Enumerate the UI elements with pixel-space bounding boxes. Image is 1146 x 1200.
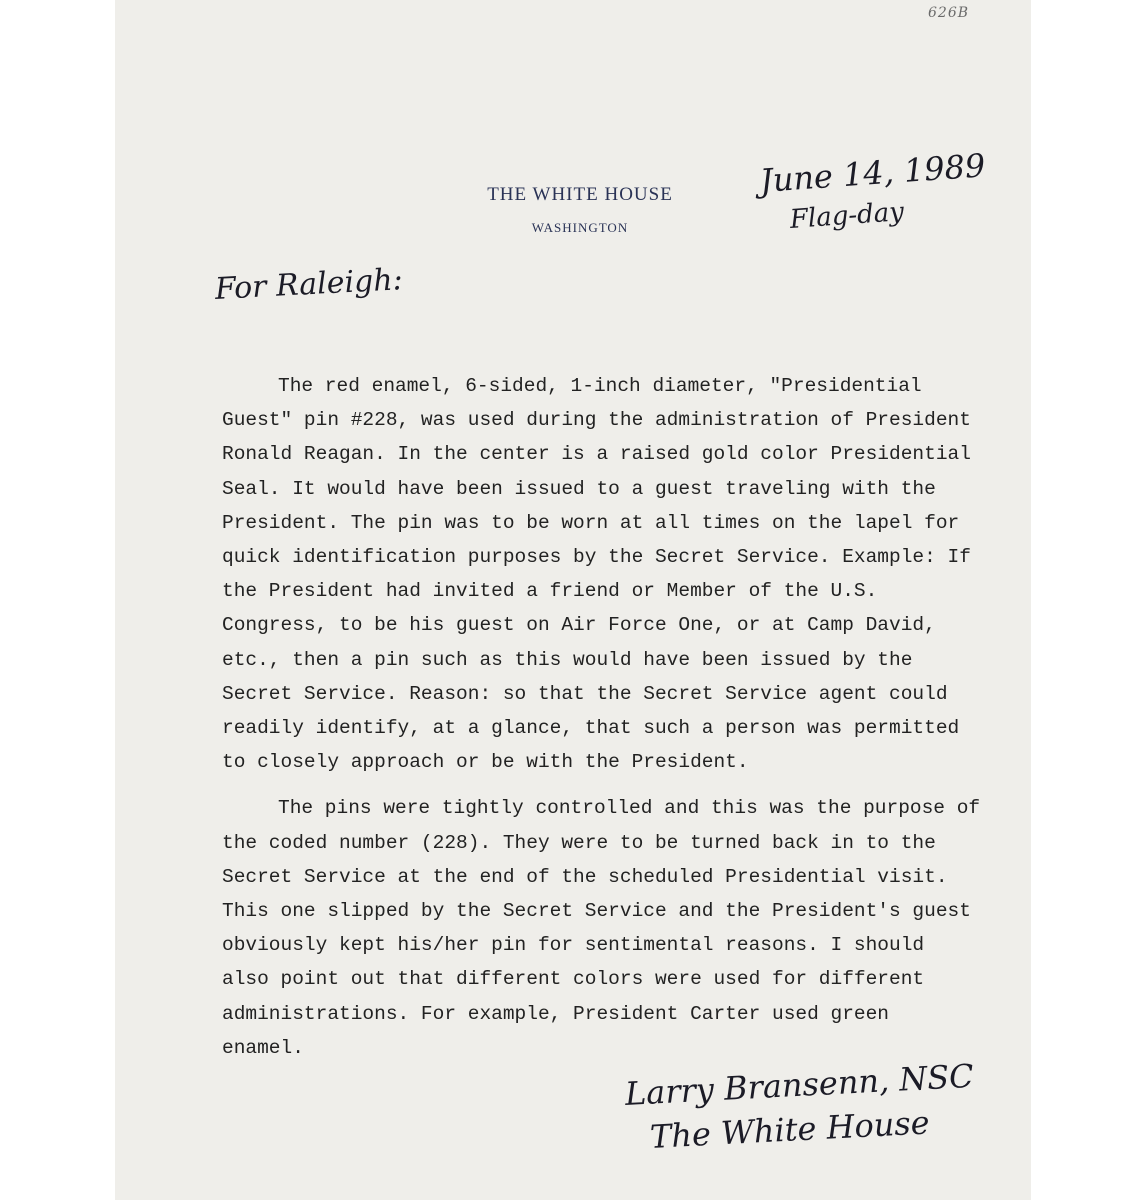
letterhead-subtitle: WASHINGTON (531, 220, 629, 235)
signature-name: Larry Bransenn, NSC (624, 1056, 975, 1113)
signature-affiliation: The White House (649, 1103, 931, 1156)
archive-number: 626B (928, 5, 970, 21)
body-paragraph-2: The pins were tightly controlled and this was the purpose of the coded number (228). They were to be turned back in to the Secret Service at the end of the scheduled Presidential visit. This one slipped by the Secret Service and the President's guest obviously kept his/her pin for sentimental reasons. I should also point out that different colors were used for different administrations. For example, President Carter used green enamel. (222, 797, 981, 1059)
letter-body (222, 369, 982, 1077)
handwritten-date-note: Flag-day (788, 197, 905, 235)
body-paragraph-1: The red enamel, 6-sided, 1-inch diameter, "Presidential Guest" pin #228, was used during the administration of President Ronald Reagan. In the center is a raised gold color Presidential Seal. It would have been issued to a guest traveling with the President. The pin was to be worn at all times on the lapel for quick identification purposes by the Secret Service. Example: If the President had invited a friend or Member of the U.S. Congress, to be his guest on Air Force One, or at Camp David, etc., then a pin such as this would have been issued by the Secret Service. Reason: so that the Secret Service agent could readily identify, at a glance, that such a person was permitted to closely approach or be with the President. (222, 375, 971, 774)
handwritten-salutation: For Raleigh: (214, 262, 404, 307)
letterhead-title: THE WHITE HOUSE (487, 184, 673, 205)
handwritten-date: June 14, 1989 (758, 146, 987, 200)
